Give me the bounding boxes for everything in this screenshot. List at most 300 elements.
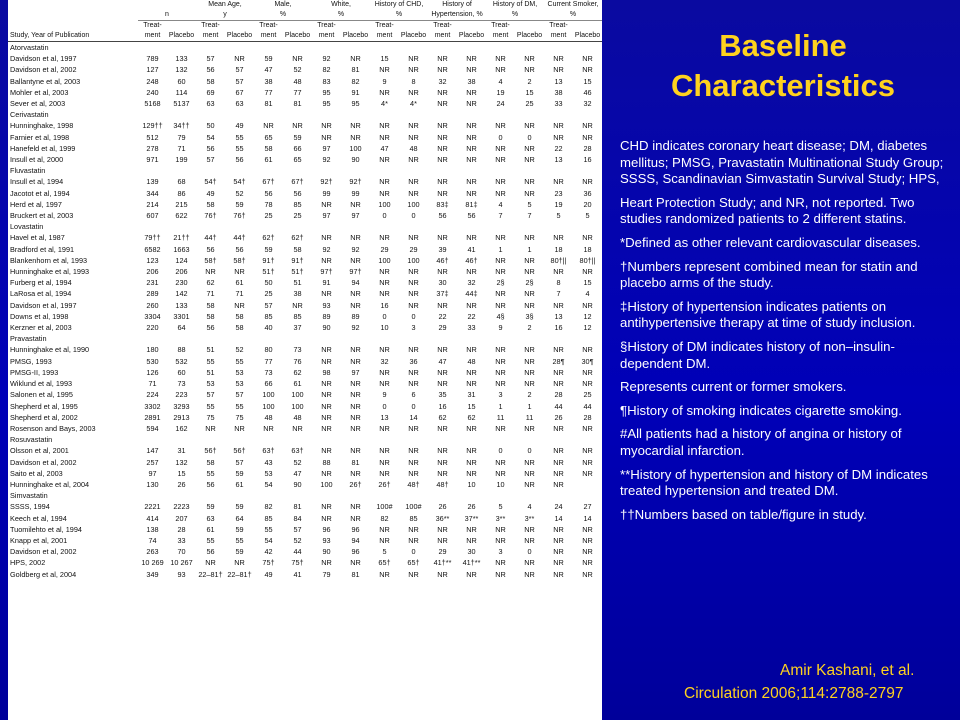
- value-cell: NR: [379, 468, 390, 478]
- study-name-cell: Bradford et al, 1991: [10, 244, 75, 254]
- value-cell: 92†: [320, 177, 333, 187]
- value-cell: NR: [350, 446, 361, 456]
- drug-section-name: Cerivastatin: [10, 110, 49, 120]
- value-cell: 91†: [291, 255, 304, 265]
- value-cell: 58†: [204, 255, 217, 265]
- value-cell: NR: [350, 199, 361, 209]
- value-cell: 512: [146, 132, 159, 142]
- value-cell: 11: [496, 412, 505, 422]
- column-group-title: Current Smoker,: [547, 1, 599, 8]
- value-cell: 2: [527, 323, 532, 333]
- value-cell: 2223: [173, 502, 190, 512]
- value-cell: NR: [466, 535, 477, 545]
- table-row: [8, 188, 602, 199]
- value-cell: 56: [206, 479, 215, 489]
- value-cell: 58: [206, 311, 215, 321]
- value-cell: NR: [524, 143, 535, 153]
- value-cell: 26†: [349, 479, 362, 489]
- value-cell: 99: [322, 188, 331, 198]
- value-cell: NR: [379, 87, 390, 97]
- value-cell: 51†: [262, 267, 275, 277]
- value-cell: 224: [146, 390, 159, 400]
- study-name-cell: Davidson et al, 2002: [10, 547, 77, 557]
- placebo-subheader: Placebo: [399, 31, 428, 42]
- value-cell: 92: [322, 54, 331, 64]
- drug-section-name: Atorvastatin: [10, 43, 49, 52]
- value-cell: 44†: [204, 233, 217, 243]
- value-cell: NR: [495, 54, 506, 64]
- value-cell: NR: [408, 132, 419, 142]
- value-cell: NR: [582, 569, 593, 579]
- value-cell: 93: [322, 300, 331, 310]
- value-cell: 62: [467, 412, 476, 422]
- value-cell: 30¶: [581, 356, 594, 366]
- value-cell: 48: [264, 412, 273, 422]
- value-cell: 65†: [407, 558, 420, 568]
- footnote: ‡History of hypertension indicates patients on antihypertensive therapy at time of study inclusion.: [620, 298, 916, 331]
- placebo-subheader: Placebo: [225, 31, 254, 42]
- value-cell: 56†: [233, 446, 246, 456]
- value-cell: 15: [525, 87, 534, 97]
- value-cell: NR: [466, 379, 477, 389]
- value-cell: NR: [495, 188, 506, 198]
- value-cell: 92: [322, 244, 331, 254]
- value-cell: NR: [350, 390, 361, 400]
- value-cell: 46†: [465, 255, 478, 265]
- value-cell: 52: [235, 345, 244, 355]
- study-name-cell: Hanefeld et al, 1999: [10, 143, 76, 153]
- value-cell: 27: [583, 502, 592, 512]
- value-cell: NR: [437, 87, 448, 97]
- treatment-subheader: Treat-: [433, 22, 452, 29]
- value-cell: 71: [177, 143, 186, 153]
- placebo-subheader: Placebo: [341, 31, 370, 42]
- value-cell: NR: [292, 300, 303, 310]
- footnote: *Defined as other relevant cardiovascular diseases.: [620, 234, 921, 250]
- value-cell: NR: [553, 177, 564, 187]
- value-cell: 75†: [291, 558, 304, 568]
- value-cell: 73: [293, 345, 302, 355]
- value-cell: NR: [582, 558, 593, 568]
- value-cell: 6582: [144, 244, 161, 254]
- value-cell: NR: [408, 457, 419, 467]
- drug-section-row: [8, 109, 602, 120]
- placebo-subheader-spacer: [341, 21, 370, 32]
- value-cell: 20: [583, 199, 592, 209]
- value-cell: NR: [553, 121, 564, 131]
- value-cell: 12: [583, 311, 592, 321]
- value-cell: NR: [379, 524, 390, 534]
- value-cell: NR: [379, 188, 390, 198]
- value-cell: 0: [382, 401, 387, 411]
- table-row: [8, 557, 602, 568]
- value-cell: 34††: [173, 121, 190, 131]
- value-cell: NR: [582, 267, 593, 277]
- value-cell: 28: [583, 412, 592, 422]
- study-name-cell: Knapp et al, 2001: [10, 535, 68, 545]
- value-cell: NR: [553, 267, 564, 277]
- value-cell: 248: [146, 76, 159, 86]
- value-cell: 31: [177, 446, 186, 456]
- value-cell: 81: [351, 569, 360, 579]
- table-row: [8, 401, 602, 412]
- value-cell: NR: [582, 367, 593, 377]
- value-cell: 47: [293, 468, 302, 478]
- value-cell: 55: [235, 401, 244, 411]
- value-cell: 4: [498, 76, 503, 86]
- study-name-cell: Kerzner et al, 2003: [10, 323, 72, 333]
- table-row: [8, 513, 602, 524]
- value-cell: 4*: [381, 99, 388, 109]
- value-cell: NR: [466, 143, 477, 153]
- value-cell: 16: [380, 300, 389, 310]
- value-cell: 93: [322, 535, 331, 545]
- value-cell: NR: [321, 468, 332, 478]
- value-cell: NR: [234, 267, 245, 277]
- value-cell: NR: [321, 412, 332, 422]
- value-cell: 26: [554, 412, 563, 422]
- value-cell: NR: [524, 569, 535, 579]
- value-cell: 55: [206, 401, 215, 411]
- value-cell: 25: [525, 99, 534, 109]
- value-cell: NR: [495, 177, 506, 187]
- value-cell: NR: [466, 155, 477, 165]
- column-group-title: White,: [331, 1, 351, 8]
- value-cell: NR: [350, 233, 361, 243]
- value-cell: NR: [524, 267, 535, 277]
- value-cell: 0: [411, 401, 416, 411]
- value-cell: NR: [466, 233, 477, 243]
- study-name-cell: Hunninghake et al, 1990: [10, 345, 90, 355]
- value-cell: NR: [321, 132, 332, 142]
- column-group-unit: %: [254, 10, 312, 21]
- value-cell: 67†: [262, 177, 275, 187]
- value-cell: 67: [235, 87, 244, 97]
- baseline-table-panel: [8, 0, 602, 720]
- treatment-subheader: ment: [486, 31, 515, 42]
- value-cell: NR: [321, 558, 332, 568]
- value-cell: 53: [206, 379, 215, 389]
- value-cell: 91: [351, 87, 360, 97]
- value-cell: 69: [206, 87, 215, 97]
- value-cell: 48†: [407, 479, 420, 489]
- value-cell: NR: [495, 267, 506, 277]
- value-cell: 64: [235, 513, 244, 523]
- table-row: [8, 53, 602, 64]
- value-cell: NR: [524, 479, 535, 489]
- placebo-subheader-spacer: [573, 21, 602, 32]
- value-cell: NR: [495, 345, 506, 355]
- value-cell: NR: [379, 367, 390, 377]
- table-row: [8, 423, 602, 434]
- value-cell: 215: [175, 199, 188, 209]
- value-cell: NR: [205, 558, 216, 568]
- study-name-cell: Sever et al, 2003: [10, 99, 66, 109]
- value-cell: 28: [177, 524, 186, 534]
- column-group-unit: y: [196, 10, 254, 21]
- value-cell: NR: [408, 87, 419, 97]
- placebo-subheader: Placebo: [167, 31, 196, 42]
- value-cell: NR: [437, 367, 448, 377]
- value-cell: 55: [235, 535, 244, 545]
- value-cell: 56: [293, 188, 302, 198]
- value-cell: NR: [321, 423, 332, 433]
- value-cell: NR: [582, 54, 593, 64]
- value-cell: 57: [235, 390, 244, 400]
- placebo-subheader: Placebo: [283, 31, 312, 42]
- value-cell: 57: [235, 457, 244, 467]
- value-cell: 55: [206, 356, 215, 366]
- value-cell: 16: [438, 401, 447, 411]
- value-cell: 56†: [204, 446, 217, 456]
- value-cell: 0: [411, 311, 416, 321]
- value-cell: 16: [554, 323, 563, 333]
- value-cell: 62: [438, 412, 447, 422]
- treatment-subheader: ment: [312, 31, 341, 42]
- value-cell: NR: [495, 558, 506, 568]
- value-cell: NR: [408, 233, 419, 243]
- value-cell: NR: [553, 367, 564, 377]
- value-cell: NR: [437, 423, 448, 433]
- value-cell: NR: [350, 468, 361, 478]
- slide-title: [606, 26, 960, 106]
- value-cell: NR: [553, 233, 564, 243]
- value-cell: 22: [554, 143, 563, 153]
- slide-title-line-1: Baseline: [719, 28, 847, 63]
- value-cell: 76†: [233, 211, 246, 221]
- value-cell: 54: [264, 535, 273, 545]
- value-cell: 48: [293, 76, 302, 86]
- value-cell: NR: [437, 569, 448, 579]
- value-cell: 96: [351, 524, 360, 534]
- value-cell: NR: [321, 401, 332, 411]
- drug-section-row: [8, 221, 602, 232]
- value-cell: 0: [527, 446, 532, 456]
- study-column-header: Study, Year of Publication: [8, 31, 138, 42]
- value-cell: 36: [583, 188, 592, 198]
- value-cell: NR: [466, 87, 477, 97]
- treatment-subheader: Treat-: [375, 22, 394, 29]
- value-cell: 59: [235, 502, 244, 512]
- value-cell: 3**: [524, 513, 535, 523]
- study-name-cell: Mohler et al, 2003: [10, 87, 69, 97]
- value-cell: 8: [411, 76, 416, 86]
- value-cell: 66: [293, 143, 302, 153]
- value-cell: NR: [379, 569, 390, 579]
- value-cell: NR: [408, 300, 419, 310]
- value-cell: 133: [175, 54, 188, 64]
- table-row: [8, 501, 602, 512]
- value-cell: 5137: [173, 99, 190, 109]
- value-cell: 48†: [436, 479, 449, 489]
- value-cell: 38: [467, 76, 476, 86]
- value-cell: NR: [466, 446, 477, 456]
- placebo-subheader-spacer: [457, 21, 486, 32]
- value-cell: 42: [264, 547, 273, 557]
- value-cell: 53: [264, 468, 273, 478]
- study-name-cell: Tuomilehto et al, 1994: [10, 524, 82, 534]
- value-cell: NR: [350, 54, 361, 64]
- study-name-cell: Insull et al, 2000: [10, 155, 64, 165]
- value-cell: NR: [350, 513, 361, 523]
- value-cell: 49: [206, 188, 215, 198]
- table-row: [8, 457, 602, 468]
- study-name-cell: HPS, 2002: [10, 558, 46, 568]
- value-cell: NR: [495, 457, 506, 467]
- placebo-subheader: Placebo: [573, 31, 602, 42]
- value-cell: 63†: [262, 446, 275, 456]
- value-cell: NR: [437, 524, 448, 534]
- value-cell: 3301: [173, 311, 190, 321]
- value-cell: 39: [438, 244, 447, 254]
- value-cell: NR: [582, 300, 593, 310]
- drug-section-row: [8, 490, 602, 501]
- slide-title-line-2: Characteristics: [670, 68, 895, 103]
- value-cell: 59: [235, 524, 244, 534]
- value-cell: NR: [408, 267, 419, 277]
- value-cell: 49: [235, 121, 244, 131]
- value-cell: 40: [264, 323, 273, 333]
- value-cell: 2: [527, 390, 532, 400]
- value-cell: 41: [293, 569, 302, 579]
- value-cell: 59: [206, 502, 215, 512]
- value-cell: 13: [554, 76, 563, 86]
- value-cell: NR: [466, 121, 477, 131]
- study-name-cell: Downs et al, 1998: [10, 311, 69, 321]
- value-cell: 56: [235, 244, 244, 254]
- value-cell: 38: [554, 87, 563, 97]
- value-cell: NR: [495, 155, 506, 165]
- value-cell: 58: [206, 76, 215, 86]
- value-cell: 81‡: [465, 199, 478, 209]
- value-cell: 80†||: [579, 255, 596, 265]
- value-cell: 93: [177, 569, 186, 579]
- value-cell: 41†**: [433, 558, 452, 568]
- value-cell: 95: [322, 99, 331, 109]
- value-cell: 0: [411, 211, 416, 221]
- value-cell: NR: [437, 143, 448, 153]
- study-name-cell: Hunninghake et al, 1993: [10, 267, 90, 277]
- value-cell: 65: [293, 155, 302, 165]
- value-cell: NR: [205, 423, 216, 433]
- value-cell: 73: [264, 367, 273, 377]
- value-cell: NR: [263, 423, 274, 433]
- placebo-subheader: Placebo: [457, 31, 486, 42]
- value-cell: 29: [409, 244, 418, 254]
- value-cell: 32: [467, 278, 476, 288]
- value-cell: 75: [235, 412, 244, 422]
- value-cell: 73: [177, 379, 186, 389]
- value-cell: 3: [498, 390, 503, 400]
- study-name-cell: Insull et al, 1994: [10, 177, 64, 187]
- table-row: [8, 288, 602, 299]
- value-cell: 214: [146, 199, 159, 209]
- value-cell: 62†: [262, 233, 275, 243]
- value-cell: 82: [264, 502, 273, 512]
- value-cell: 130: [146, 479, 159, 489]
- value-cell: 44‡: [465, 289, 478, 299]
- value-cell: 44†: [233, 233, 246, 243]
- treatment-subheader: ment: [370, 31, 399, 42]
- placebo-subheader-spacer: [283, 21, 312, 32]
- value-cell: 90: [322, 547, 331, 557]
- value-cell: 7: [527, 211, 532, 221]
- value-cell: NR: [553, 300, 564, 310]
- value-cell: NR: [321, 502, 332, 512]
- value-cell: NR: [524, 535, 535, 545]
- value-cell: 48: [409, 143, 418, 153]
- value-cell: NR: [321, 345, 332, 355]
- value-cell: 15: [583, 76, 592, 86]
- value-cell: 10: [380, 323, 389, 333]
- value-cell: 52: [293, 535, 302, 545]
- value-cell: 96: [351, 547, 360, 557]
- footnote: †Numbers represent combined mean for statin and placebo arms of the study.: [620, 258, 918, 291]
- value-cell: 1: [527, 244, 532, 254]
- treatment-subheader: ment: [428, 31, 457, 42]
- value-cell: 44: [554, 401, 563, 411]
- value-cell: 5: [527, 199, 532, 209]
- value-cell: NR: [437, 535, 448, 545]
- study-name-cell: PMSG-II, 1993: [10, 367, 59, 377]
- value-cell: 28: [554, 390, 563, 400]
- value-cell: 97: [351, 367, 360, 377]
- value-cell: 53: [235, 367, 244, 377]
- value-cell: 38: [264, 76, 273, 86]
- value-cell: NR: [466, 65, 477, 75]
- value-cell: 76: [293, 356, 302, 366]
- column-group-title: History of CHD,: [374, 1, 424, 8]
- value-cell: 47: [380, 143, 389, 153]
- value-cell: 85: [264, 311, 273, 321]
- value-cell: 59: [235, 199, 244, 209]
- value-cell: NR: [379, 289, 390, 299]
- value-cell: 33: [554, 99, 563, 109]
- treatment-subheader: Treat-: [491, 22, 510, 29]
- study-name-cell: Davidson et al, 2002: [10, 65, 77, 75]
- value-cell: 80†||: [550, 255, 567, 265]
- study-name-cell: Hunninghake et al, 2004: [10, 479, 90, 489]
- drug-section-name: Simvastatin: [10, 491, 48, 501]
- value-cell: NR: [437, 233, 448, 243]
- value-cell: 77: [264, 87, 273, 97]
- value-cell: NR: [437, 468, 448, 478]
- value-cell: NR: [350, 255, 361, 265]
- value-cell: 180: [146, 345, 159, 355]
- treatment-subheader: ment: [196, 31, 225, 42]
- value-cell: 58: [206, 300, 215, 310]
- value-cell: NR: [408, 345, 419, 355]
- value-cell: 50: [264, 278, 273, 288]
- value-cell: NR: [350, 121, 361, 131]
- value-cell: 61: [235, 479, 244, 489]
- value-cell: 46: [583, 87, 592, 97]
- value-cell: NR: [408, 446, 419, 456]
- value-cell: 52: [235, 188, 244, 198]
- value-cell: NR: [495, 143, 506, 153]
- placebo-subheader-spacer: [167, 21, 196, 32]
- drug-section-name: Lovastatin: [10, 222, 44, 232]
- table-row: [8, 277, 602, 288]
- value-cell: 162: [175, 423, 188, 433]
- value-cell: 58†: [233, 255, 246, 265]
- value-cell: 46†: [436, 255, 449, 265]
- value-cell: NR: [582, 446, 593, 456]
- value-cell: NR: [350, 401, 361, 411]
- value-cell: 81: [351, 65, 360, 75]
- value-cell: 60: [177, 367, 186, 377]
- value-cell: NR: [379, 233, 390, 243]
